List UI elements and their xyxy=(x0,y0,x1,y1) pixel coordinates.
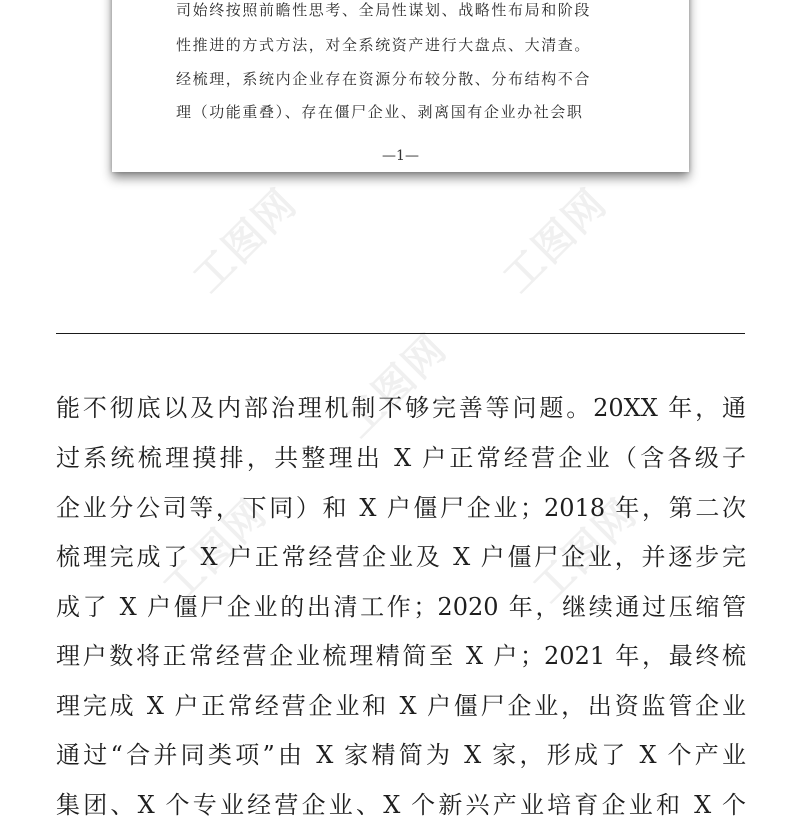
body-text-line: 过系统梳理摸排，共整理出 X 户正常经营企业（含各级子 xyxy=(56,444,746,472)
card-text-line: 理（功能重叠）、存在僵尸企业、剥离国有企业办社会职 xyxy=(176,103,584,121)
watermark: 工图网 xyxy=(494,180,617,302)
card-text-line: 性推进的方式方法，对全系统资产进行大盘点、大清查。 xyxy=(176,36,592,54)
body-text-line: 理完成 X 户正常经营企业和 X 户僵尸企业，出资监管企业 xyxy=(56,692,746,720)
body-text-line: 能不彻底以及内部治理机制不够完善等问题。20XX 年，通 xyxy=(56,394,746,422)
previous-page-card xyxy=(112,0,689,172)
body-text-line: 梳理完成了 X 户正常经营企业及 X 户僵尸企业，并逐步完 xyxy=(56,543,746,571)
body-text-line: 企业分公司等，下同）和 X 户僵尸企业；2018 年，第二次 xyxy=(56,494,746,522)
watermark: 工图网 xyxy=(524,490,647,612)
watermark: 工图网 xyxy=(334,325,457,447)
page-divider xyxy=(56,333,745,334)
watermark: 工图网 xyxy=(184,180,307,302)
card-text-line: 经梳理，系统内企业存在资源分布较分散、分布结构不合 xyxy=(176,70,592,88)
body-text-line: 集团、X 个专业经营企业、X 个新兴产业培育企业和 X 个 xyxy=(56,791,746,819)
body-text-line: 通过“合并同类项”由 X 家精简为 X 家，形成了 X 个产业 xyxy=(56,741,746,769)
page-number: —1— xyxy=(382,148,419,164)
watermark: 工图网 xyxy=(154,490,277,612)
card-text-line: 司始终按照前瞻性思考、全局性谋划、战略性布局和阶段 xyxy=(176,1,592,19)
body-text-line: 理户数将正常经营企业梳理精简至 X 户；2021 年，最终梳 xyxy=(56,642,746,670)
body-text-line: 成了 X 户僵尸企业的出清工作；2020 年，继续通过压缩管 xyxy=(56,593,746,621)
